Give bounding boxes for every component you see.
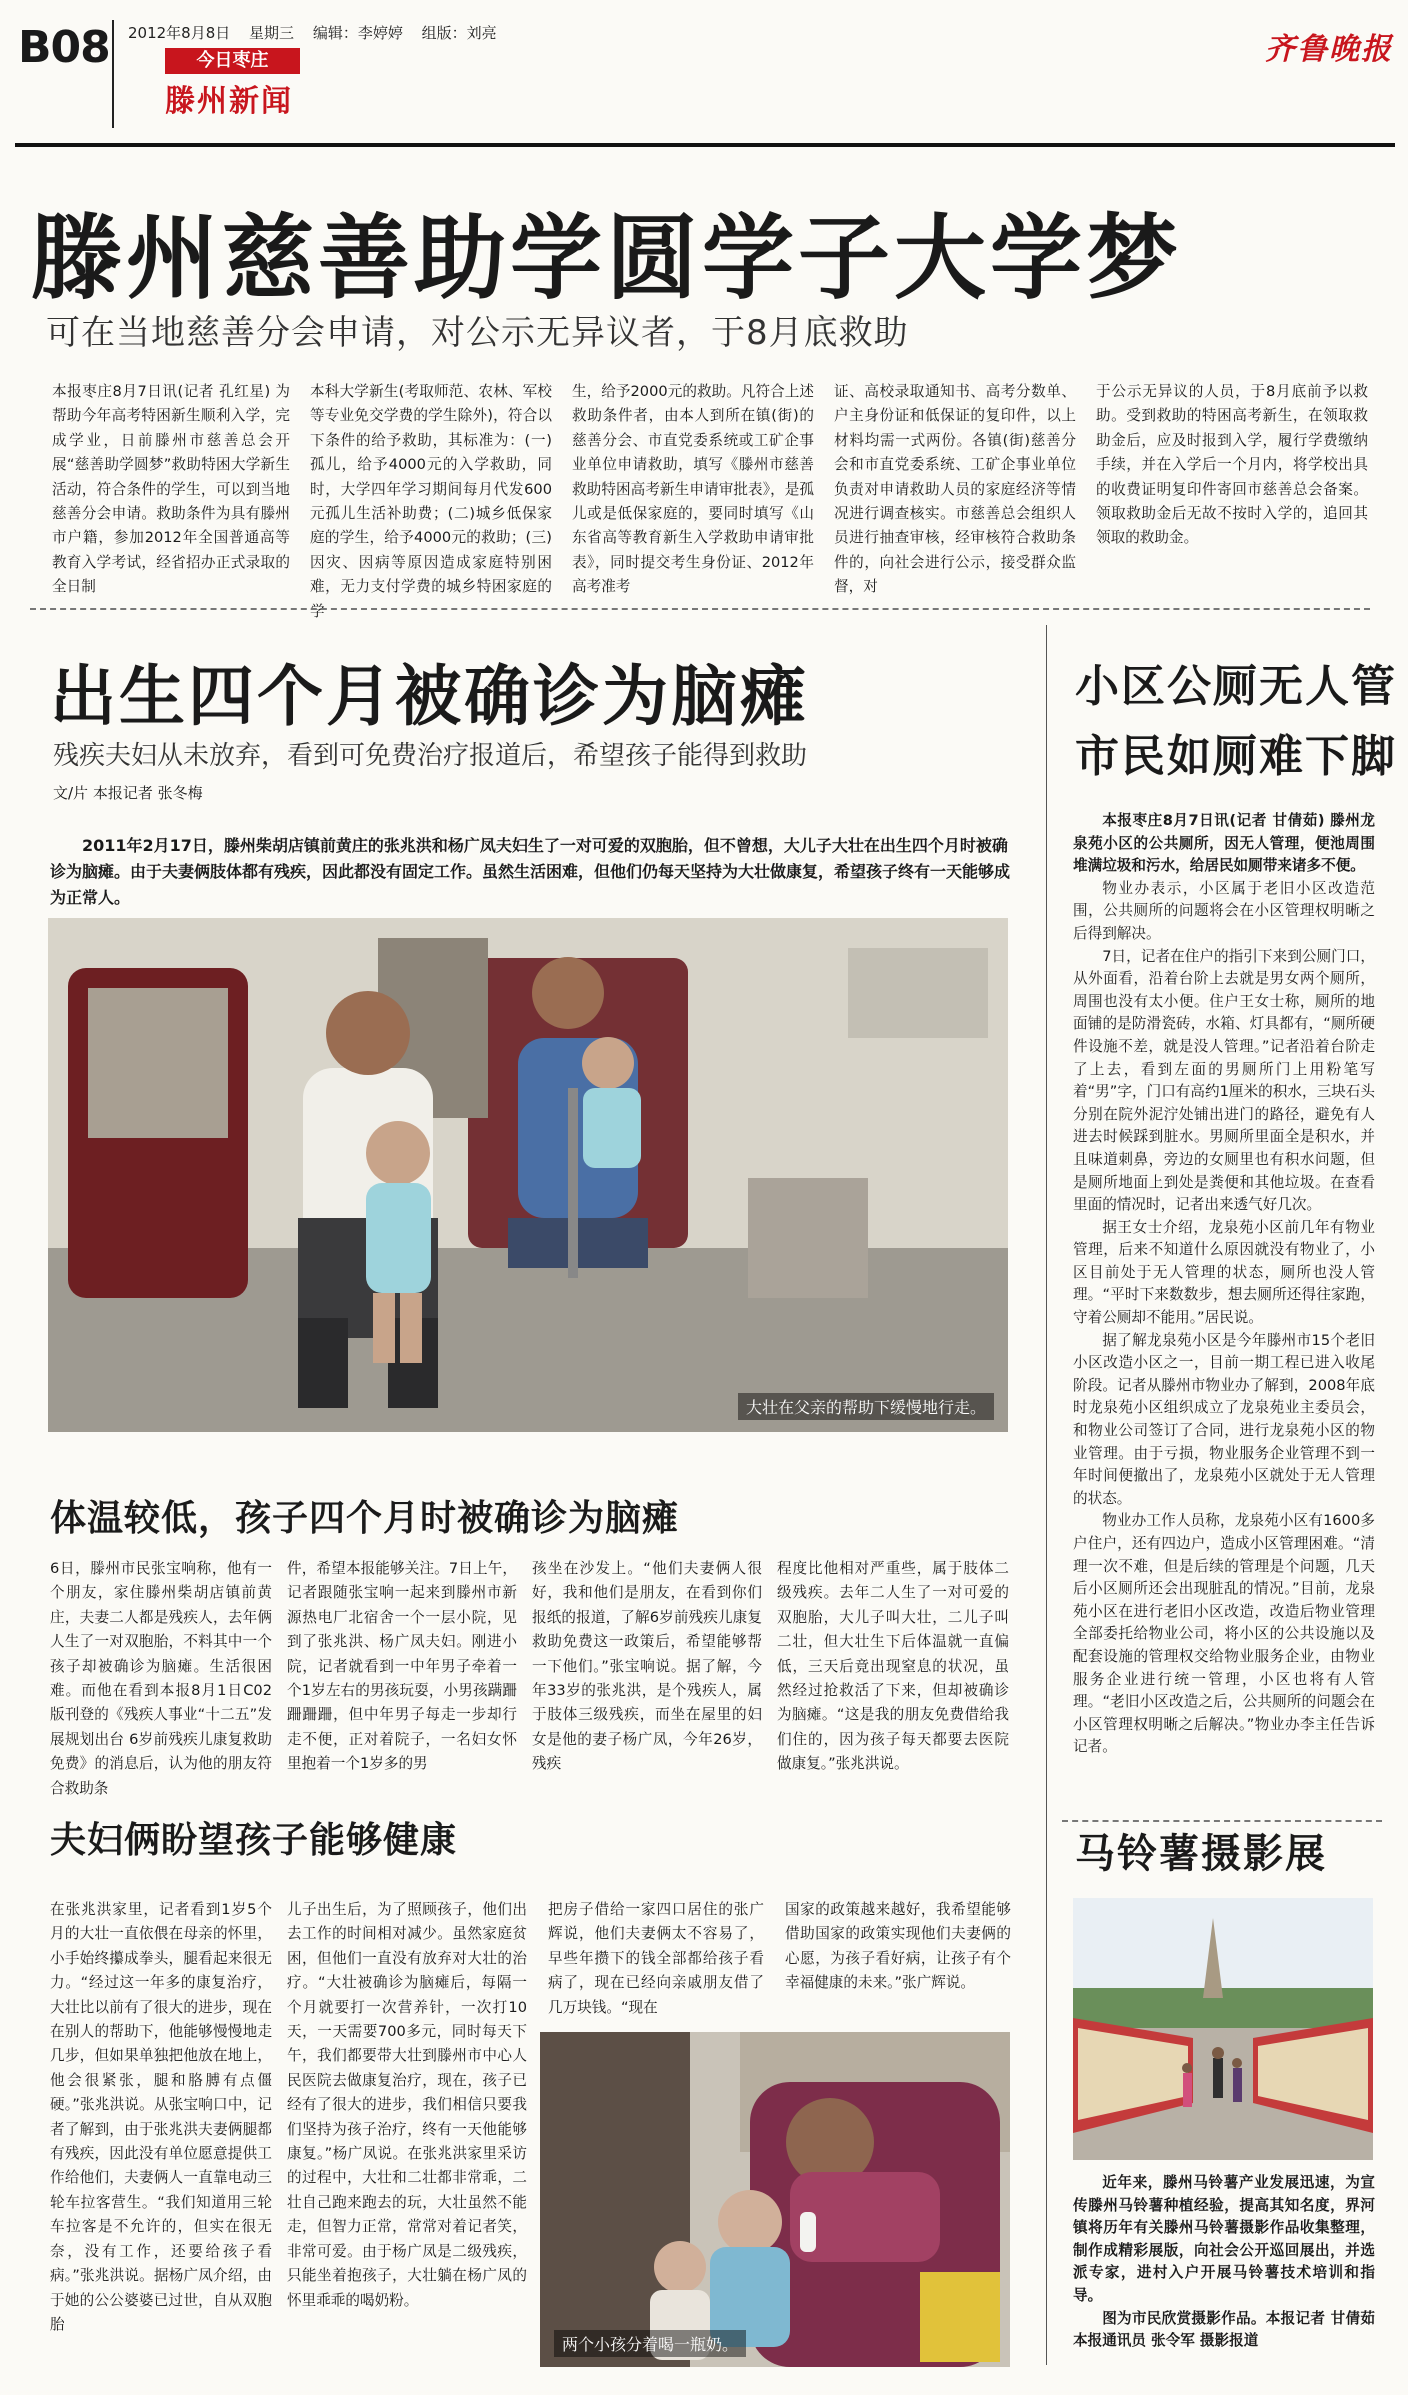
sidebar-divider bbox=[1046, 625, 1047, 2365]
family-photo-illustration bbox=[48, 918, 1008, 1432]
sidebar1-headline-line1: 小区公厕无人管 bbox=[1075, 661, 1397, 712]
sidebar2-paragraph: 近年来，滕州马铃薯产业发展迅速，为宣传滕州马铃薯种植经验，提高其知名度，界河镇将历年有关滕州马铃薯摄影作品收集整理，制作成精彩展版，向社会公开巡回展出，并选派专家，进村入户开展马铃薯技术培训和指导。 bbox=[1073, 2174, 1375, 2304]
story2-s2-column-2: 儿子出生后，为了照顾孩子，他们出去工作的时间相对减少。虽然家庭贫困，但他们一直没有放弃对大壮的治疗。“大壮被确诊为脑瘫后，每隔一个月就要打一次营养针，一次打10天，一天需要700多元，同时每天下午，我们都要带大壮到滕州市中心人民医院去做康复治疗，现在，孩子已经有了很大的进步，我们相信只要我们坚持为孩子治疗，终有一天他能够康复。”杨广凤说。在张兆洪家里采访的过程中，大壮和二壮都非常乖，二壮自己跑来跑去的玩，大壮虽然不能走，但智力正常，常常对着记者笑，非常可爱。由于杨广凤是二级残疾，只能坐着抱孩子，大壮躺在杨广凤的怀里乖乖的喝奶粉。 bbox=[287, 1901, 527, 2309]
sidebar1-paragraph: 物业办工作人员称，龙泉苑小区有1600多户住户，还有四边户，造成小区管理困难。“清理一次不难，但是后续的管理是个问题，几天后小区厕所还会出现脏乱的情况。”目前，龙泉苑小区在进行老旧小区改造，改造后物业管理全部委托给物业公司，将小区的公共设施以及配套设施的管理权交给物业服务企业，由物业服务企业进行统一管理，小区也将有人管理。“老旧小区改造之后，公共厕所的问题会在小区管理权明晰之后解决。”物业办李主任告诉记者。 bbox=[1073, 1512, 1375, 1756]
story1-column-2: 本科大学新生(考取师范、农林、军校等专业免交学费的学生除外)，符合以下条件的给予救助，其标准为：(一)孤儿，给予4000元的入学救助，同时，大学四年学习期间每月代发600元孤儿生活补助费；(二)城乡低保家庭的学生，给予4000元的救助；(三)因灾、因病等原因造成家庭特别困难，无力支付学费的城乡特困家庭的学 bbox=[310, 383, 552, 620]
exhibition-photo-illustration bbox=[1073, 1898, 1373, 2160]
newspaper-logo: 齐鲁晚报 bbox=[1265, 32, 1393, 67]
story2-s1-column-2: 件，希望本报能够关注。7日上午，记者跟随张宝响一起来到滕州市新源热电厂北宿舍一个一层小院，见到了张兆洪、杨广凤夫妇。刚进小院，记者就看到一中年男子牵着一个1岁左右的男孩玩耍，小男孩蹒跚跚跚跚，但中年男子每走一步却行走不便，正对着院子，一名妇女怀里抱着一个1岁多的男 bbox=[287, 1560, 517, 1773]
story2-headline: 出生四个月被确诊为脑瘫 bbox=[50, 658, 809, 735]
layout-credit: 组版：刘亮 bbox=[421, 24, 497, 42]
page-number: B08 bbox=[18, 22, 110, 73]
exhibition-photo bbox=[1073, 1898, 1373, 2160]
story1-deck: 可在当地慈善分会申请，对公示无异议者，于8月底救助 bbox=[46, 313, 909, 353]
story1-column-1: 本报枣庄8月7日讯(记者 孔红星) 为帮助今年高考特困新生顺利入学，完成学业，日前滕州市慈善总会开展“慈善助学圆梦”救助特困大学新生活动，符合条件的学生，可以到当地慈善分会申请。救助条件为具有滕州市户籍，参加2012年全国普通高等教育入学考试，经省招办正式录取的全日制 bbox=[52, 383, 290, 596]
section-tag: 今日枣庄 bbox=[165, 48, 300, 74]
section-title: 滕州新闻 bbox=[165, 84, 293, 119]
story2-byline: 文/片 本报记者 张冬梅 bbox=[53, 784, 203, 802]
section-divider bbox=[30, 608, 1370, 610]
sidebar1-paragraph: 据了解龙泉苑小区是今年滕州市15个老旧小区改造小区之一，目前一期工程已进入收尾阶段。记者从滕州市物业办了解到，2008年底时龙泉苑小区组织成立了龙泉苑业主委员会，和物业公司签订了合同，进行龙泉苑小区的物业管理。由于亏损，物业服务企业管理不到一年时间便撤出了，龙泉苑小区就处于无人管理的状态。 bbox=[1073, 1331, 1375, 1507]
issue-date: 2012年8月8日 bbox=[128, 24, 231, 42]
sidebar2-headline: 马铃薯摄影展 bbox=[1075, 1831, 1327, 1877]
story2-s2-column-1: 在张兆洪家里，记者看到1岁5个月的大壮一直依偎在母亲的怀里，小手始终攥成拳头，腿看起来很无力。“经过这一年多的康复治疗，大壮比以前有了很大的进步，现在在别人的帮助下，他能够慢慢地走几步，但如果单独把他放在地上，他会很紧张，腿和胳膊有点僵硬。”张兆洪说。从张宝响口中，记者了解到，由于张兆洪夫妻俩腿都有残疾，因此没有单位愿意提供工作给他们，夫妻俩人一直靠电动三轮车拉客营生。“我们知道用三轮车拉客是不允许的，但实在很无奈，没有工作，还要给孩子看病。”张兆洪说。据杨广凤介绍，由于她的公公婆婆已过世，自从双胞胎 bbox=[50, 1901, 272, 2333]
issue-weekday: 星期三 bbox=[249, 24, 295, 42]
story2-lead: 2011年2月17日，滕州柴胡店镇前黄庄的张兆洪和杨广凤夫妇生了一对可爱的双胞胎，但不曾想，大儿子大壮在出生四个月时被确诊为脑瘫。由于夫妻俩肢体都有残疾，因此都没有固定工作。虽然生活困难，但他们仍每天坚持为大壮做康复，希望孩子终有一天能够成为正常人。 bbox=[50, 836, 1011, 907]
story2-subhead-2: 夫妇俩盼望孩子能够健康 bbox=[50, 1820, 458, 1861]
sidebar1-headline-line2: 市民如厕难下脚 bbox=[1075, 731, 1397, 782]
story2-subhead-1: 体温较低，孩子四个月时被确诊为脑瘫 bbox=[50, 1498, 680, 1539]
sidebar1-body bbox=[1073, 810, 1375, 1810]
family-photo bbox=[48, 918, 1008, 1432]
family-photo-caption: 大壮在父亲的帮助下缓慢地行走。 bbox=[738, 1393, 994, 1420]
page-header bbox=[0, 0, 1408, 145]
story1-column-5: 于公示无异议的人员，于8月底前予以救助。受到救助的特困高考新生，在领取救助金后，应及时报到入学，履行学费缴纳手续，并在入学后一个月内，将学校出具的收费证明复印件寄回市慈善总会备案。领取救助金后无故不按时入学的，追回其领取的救助金。 bbox=[1096, 383, 1368, 547]
editor-credit: 编辑：李婷婷 bbox=[312, 24, 403, 42]
story2-s2-column-4: 国家的政策越来越好，我希望能够借助国家的政策实现他们夫妻俩的心愿，为孩子看好病，让孩子有个幸福健康的未来。”张广辉说。 bbox=[785, 1901, 1011, 1992]
story1-headline: 滕州慈善助学圆学子大学梦 bbox=[30, 205, 1183, 312]
story2-s2-column-3: 把房子借给一家四口居住的张广辉说，他们夫妻俩太不容易了，早些年攒下的钱全部都给孩子看病了，现在已经向亲戚朋友借了几万块钱。“现在 bbox=[548, 1901, 764, 2016]
sidebar1-paragraph: 7日，记者在住户的指引下来到公厕门口，从外面看，沿着台阶上去就是男女两个厕所，周围也没有太小便。住户王女士称，厕所的地面铺的是防滑瓷砖，水箱、灯具都有，“厕所硬件设施不差，就是没人管理。”记者沿着台阶走了上去，看到左面的男厕所门上用粉笔写着“男”字，门口有高约1厘米的积水，三块石头分别在院外泥泞处铺出进门的路径，避免有人进去时候踩到脏水。男厕所里面全是积水，并且味道刺鼻，旁边的女厕里也有积水问题，但是厕所地面上到处是粪便和其他垃圾。在查看里面的情况时，记者出来透气好几次。 bbox=[1073, 947, 1375, 1214]
story1-column-4: 证、高校录取通知书、高考分数单、户主身份证和低保证的复印件，以上材料均需一式两份。各镇(街)慈善分会和市直党委系统、工矿企事业单位负责对申请救助人员的家庭经济等情况进行调查核实。市慈善总会组织人员进行抽查审核，经审核符合救助条件的，向社会进行公示，接受群众监督，对 bbox=[834, 383, 1076, 596]
header-rule bbox=[15, 143, 1395, 147]
story2-s1-column-3: 孩坐在沙发上。“他们夫妻俩人很好，我和他们是朋友，在看到你们报纸的报道，了解6岁前残疾儿康复救助免费这一政策后，希望能够帮一下他们。”张宝响说。据了解，今年33岁的张兆洪，是个残疾人，属于肢体三级残疾，而坐在屋里的妇女是他的妻子杨广凤，今年26岁，残疾 bbox=[532, 1560, 762, 1773]
twins-photo-illustration bbox=[540, 2032, 1010, 2367]
story2-s1-column-4: 程度比他相对严重些，属于肢体二级残疾。去年二人生了一对可爱的双胞胎，大儿子叫大壮，二儿子叫二壮，但大壮生下后体温就一直偏低，三天后竟出现窒息的状况，虽然经过抢救活了下来，但却被确诊为脑瘫。“这是我的朋友免费借给我们住的，因为孩子每天都要去医院做康复。”张兆洪说。 bbox=[777, 1560, 1009, 1773]
twins-photo-caption: 两个小孩分着喝一瓶奶。 bbox=[554, 2330, 746, 2357]
sidebar1-paragraph: 物业办表示，小区属于老旧小区改造范围，公共厕所的问题将会在小区管理权明晰之后得到解决。 bbox=[1073, 879, 1375, 942]
sidebar2-body bbox=[1073, 2172, 1375, 2372]
story2-deck: 残疾夫妇从未放弃，看到可免费治疗报道后，希望孩子能得到救助 bbox=[53, 741, 808, 771]
sidebar2-credit: 图为市民欣赏摄影作品。本报记者 甘倩茹 本报通讯员 张令军 摄影报道 bbox=[1073, 2309, 1375, 2350]
story2-s1-column-1: 6日，滕州市民张宝响称，他有一个朋友，家住滕州柴胡店镇前黄庄，夫妻二人都是残疾人，去年俩人生了一对双胞胎，不料其中一个孩子却被确诊为脑瘫。生活很困难。而他在看到本报8月1日C02版刊登的《残疾人事业“十二五”发展规划出台 6岁前残疾儿康复救助免费》的消息后，认为他的朋友符合救助条 bbox=[50, 1560, 272, 1797]
twins-photo bbox=[540, 2032, 1010, 2367]
header-meta bbox=[128, 22, 511, 43]
story1-column-3: 生，给予2000元的救助。凡符合上述救助条件者，由本人到所在镇(街)的慈善分会、市直党委系统或工矿企事业单位申请救助，填写《滕州市慈善救助特困高考新生申请审批表》，是孤儿或是低保家庭的，要同时填写《山东省高等教育新生入学救助申请审批表》，同时提交考生身份证、2012年高考准考 bbox=[572, 383, 814, 596]
header-divider bbox=[112, 20, 114, 128]
sidebar1-paragraph: 据王女士介绍，龙泉苑小区前几年有物业管理，后来不知道什么原因就没有物业了，小区目前处于无人管理的状态，厕所也没人管理。“平时下来数数步，想去厕所还得往家跑，守着公厕却不能用。”居民说。 bbox=[1073, 1218, 1375, 1327]
sidebar1-lead: 本报枣庄8月7日讯(记者 甘倩茹) 滕州龙泉苑小区的公共厕所，因无人管理，便池周围堆满垃圾和污水，给居民如厕带来诸多不便。 bbox=[1073, 812, 1375, 875]
